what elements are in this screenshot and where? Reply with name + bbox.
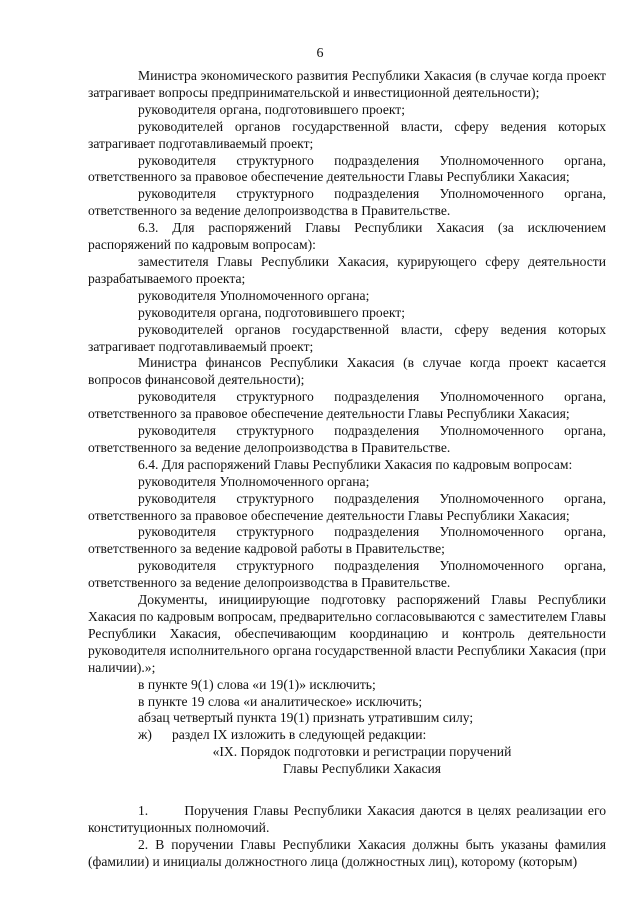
paragraph: руководителя Уполномоченного органа; bbox=[138, 473, 370, 489]
numbered-item-marker: 2. bbox=[138, 836, 149, 852]
paragraph: руководителя структурного подразделения Уполномоченного органа, ответственного за правовое обеспечение деятельности Главы Республики Хакасия; bbox=[88, 389, 606, 422]
list-item-zh bbox=[88, 727, 606, 744]
section-gap bbox=[88, 778, 606, 803]
paragraph: в пункте 19 слова «и аналитическое» исключить; bbox=[138, 693, 423, 709]
paragraph: руководителя структурного подразделения Уполномоченного органа, ответственного за правовое обеспечение деятельности Главы Республики Хакасия; bbox=[88, 152, 606, 185]
numbered-item-text: В поручении Главы Республики Хакасия должны быть указаны фамилия (фамилии) и инициалы должностного лица (должностных лиц), которому (которым) bbox=[88, 836, 606, 869]
numbered-item-text: Поручения Главы Республики Хакасия даются в целях реализации его конституционных полномочий. bbox=[88, 803, 606, 835]
paragraph: руководителя структурного подразделения Уполномоченного органа, ответственного за ведение делопроизводства в Правительстве. bbox=[88, 186, 606, 219]
paragraph: руководителей органов государственной власти, сферу ведения которых затрагивает подготавливаемый проект; bbox=[88, 321, 606, 354]
paragraph: Министра финансов Республики Хакасия (в случае когда проект касается вопросов финансовой деятельности); bbox=[88, 355, 606, 388]
paragraph: руководителя структурного подразделения Уполномоченного органа, ответственного за ведение кадровой работы в Правительстве; bbox=[88, 524, 606, 557]
paragraph: руководителя органа, подготовившего проект; bbox=[138, 101, 406, 117]
document-body bbox=[88, 68, 606, 871]
paragraph: Министра экономического развития Республики Хакасия (в случае когда проект затрагивает вопросы предпринимательской и инвестиционной деятельности); bbox=[88, 68, 606, 100]
paragraph-documents: Документы, инициирующие подготовку распоряжений Главы Республики Хакасия по кадровым вопросам, предварительно согласовываются с заместителем Главы Республики Хакасия, обеспечивающим координацию и контроль деятельности руководителя исполнительного органа государственной власти Республики Хакасия (при наличии).»; bbox=[88, 592, 606, 675]
paragraph-6-3: 6.3. Для распоряжений Главы Республики Хакасия (за исключением распоряжений по кадровым вопросам): bbox=[88, 220, 606, 253]
paragraph: руководителя структурного подразделения Уполномоченного органа, ответственного за ведение делопроизводства в Правительстве. bbox=[88, 423, 606, 455]
section-heading-line-2: Главы Республики Хакасия bbox=[282, 761, 442, 777]
section-heading-line-1: «IX. Порядок подготовки и регистрации поручений bbox=[212, 744, 512, 760]
paragraph: абзац четвертый пункта 19(1) признать утратившим силу; bbox=[138, 710, 474, 726]
numbered-item-1 bbox=[88, 803, 606, 837]
paragraph: руководителей органов государственной власти, сферу ведения которых затрагивает подготавливаемый проект; bbox=[88, 118, 606, 151]
paragraph-6-4: 6.4. Для распоряжений Главы Республики Хакасия по кадровым вопросам: bbox=[138, 456, 573, 472]
paragraph: в пункте 9(1) слова «и 19(1)» исключить; bbox=[138, 676, 376, 692]
paragraph: руководителя структурного подразделения Уполномоченного органа, ответственного за правовое обеспечение деятельности Главы Республики Хакасия; bbox=[88, 490, 606, 523]
numbered-item-marker: 1. bbox=[138, 803, 149, 819]
paragraph: руководителя органа, подготовившего проект; bbox=[138, 304, 406, 320]
page-number: 6 bbox=[316, 46, 324, 61]
numbered-item-2 bbox=[88, 837, 606, 871]
paragraph: руководителя Уполномоченного органа; bbox=[138, 287, 370, 303]
paragraph: руководителя структурного подразделения Уполномоченного органа, ответственного за ведение делопроизводства в Правительстве. bbox=[88, 558, 606, 591]
paragraph: заместителя Главы Республики Хакасия, курирующего сферу деятельности разрабатываемого проекта; bbox=[88, 253, 606, 286]
list-marker: ж) bbox=[138, 727, 152, 743]
list-item-text: раздел IX изложить в следующей редакции: bbox=[172, 727, 427, 743]
